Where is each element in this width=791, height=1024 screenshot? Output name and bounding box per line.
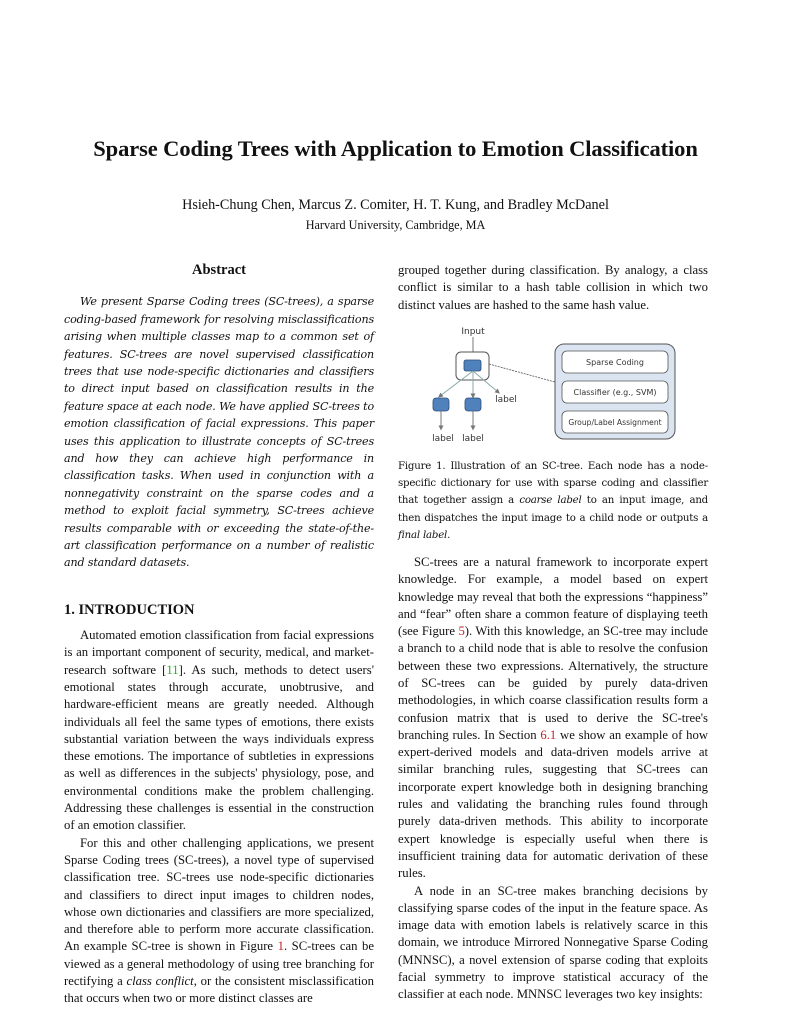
text-run: For this and other challenging applications, we present Sparse Coding trees (SC-trees), a novel type of supervised classification tree. SC-trees use node-specific dictionaries and classifiers to direct input images to children nodes, whose own dictionaries and classifiers are more specialized, and therefore able to perform more accurate classification. An example SC-tree is shown in Figure: [64, 835, 374, 954]
intro-paragraph-2: [64, 835, 374, 1008]
right-paragraph-2: A node in an SC-tree makes branching decisions by classifying sparse codes of the input in the feature space. As image data with emotion labels is relatively scarce in this domain, we introduce Mirrored Nonnegative Sparse Coding (MNNSC), a novel extension of sparse coding that exploits facial symmetry to improve statistical accuracy of the classifier at each node. MNNSC leverages two key insights:: [398, 883, 708, 1002]
text-run: , or the consistent misclassification that occurs when two or more distinct classes are: [64, 974, 374, 1006]
sc-tree-diagram-icon: [398, 322, 708, 452]
paper-authors: Hsieh-Chung Chen, Marcus Z. Comiter, H. T. Kung, and Bradley McDanel: [182, 197, 609, 213]
figure-ref-link[interactable]: 1: [277, 939, 284, 954]
svg-text:Sparse Coding: Sparse Coding: [586, 357, 644, 367]
text-run: Automated emotion classification from facial expressions is an important component of security, medical, and market-research software [: [64, 628, 374, 677]
intro-paragraph-2-continued: grouped together during classification. By analogy, a class conflict is similar to a hash table collision in which two distinct values are hashed to the same hash value.: [398, 263, 708, 312]
text-run: Figure 1. Illustration of an SC-tree. Each node has a node-specific dictionary for use with sparse coding and classifier that together assign a: [398, 460, 708, 507]
abstract-heading: Abstract: [192, 262, 246, 278]
text-run: ). With this knowledge, an SC-tree may include a branch to a child node that is able to resolve the confusion between these two expressions. Alternatively, the structure of SC-trees can be guided by purely data-driven methodologies, in which coarse classification results form a confusion matrix that is used to derive the SC-tree's branching rules. In Section: [398, 624, 708, 742]
right-column: [398, 262, 708, 1004]
svg-text:label: label: [495, 394, 517, 405]
text-run: to an input image, and then dispatches the input image to a child node or outputs a: [398, 495, 708, 524]
abstract-text: We present Sparse Coding trees (SC-trees), a sparse coding-based framework for resolving misclassifications arising when multiple classes map to a common set of features. SC-trees are novel supervised classification trees that use node-specific dictionaries and classifiers to direct input based on classification results in the feature space at each node. We have applied SC-trees to emotion classification of facial expressions. This paper uses this application to illustrate concepts of SC-trees and how they can achieve high performance in classification tasks. When used in conjunction with a nonnegativity constraint on the sparse codes and a method to exploit facial symmetry, SC-trees achieve results comparable with or exceeding the state-of-the-art classification performance on a number of realistic and standard datasets.: [64, 295, 374, 570]
svg-text:Classifier (e.g., SVM): Classifier (e.g., SVM): [573, 387, 657, 397]
figure-1-caption: [398, 458, 708, 544]
text-run: ]. As such, methods to detect users' emotional states through accurate, unobtrusive, and hardware-efficient means are greatly needed. Although individuals all feel the same types of emotions, there exists substantial variation between the ways individuals express these emotions. The importance of subtleties in expressions as well as differences in the subjects' physiology, pose, and environmental conditions make the problem challenging. Addressing these challenges is essential in the construction of an emotion classifier.: [64, 662, 374, 833]
paper-title: Sparse Coding Trees with Application to Emotion Classification: [93, 136, 698, 161]
right-paragraph-1: [398, 554, 708, 883]
citation-link[interactable]: 11: [166, 662, 179, 677]
text-run: . SC-trees can be viewed as a general methodology of using tree branching for rectifying a: [64, 939, 374, 989]
svg-text:Input: Input: [461, 326, 485, 337]
text-run: we show an example of how expert-derived models and data-driven models arrive at similar branching rules, suggesting that SC-trees can incorporate expert knowledge both in designing branching rules and validating the branching rules found through purely data-driven methods. This ability to incorporate expert knowledge is especially useful when there is insufficient training data for automatic derivation of these rules.: [398, 727, 708, 881]
left-column: [64, 262, 374, 1008]
section-ref-link[interactable]: 6.1: [540, 727, 557, 742]
emphasis-text: class conflict: [126, 974, 194, 989]
svg-text:label: label: [462, 433, 484, 444]
emphasis-text: coarse label: [519, 495, 582, 507]
section-heading-introduction: 1. INTRODUCTION: [64, 601, 195, 618]
paper-affiliation: Harvard University, Cambridge, MA: [305, 218, 486, 232]
text-run: SC-trees are a natural framework to incorporate expert knowledge. For example, a model based on expert knowledge may reveal that both the expressions “happiness” and “fear” often share a common feature of displaying teeth (see Figure: [398, 554, 708, 639]
emphasis-text: final label: [398, 529, 448, 541]
text-run: .: [447, 529, 451, 541]
figure-ref-link[interactable]: 5: [458, 624, 465, 639]
intro-paragraph-1: [64, 627, 374, 835]
svg-text:Group/Label Assignment: Group/Label Assignment: [568, 417, 662, 427]
figure-1-diagram: [398, 322, 708, 452]
svg-text:label: label: [432, 433, 454, 444]
